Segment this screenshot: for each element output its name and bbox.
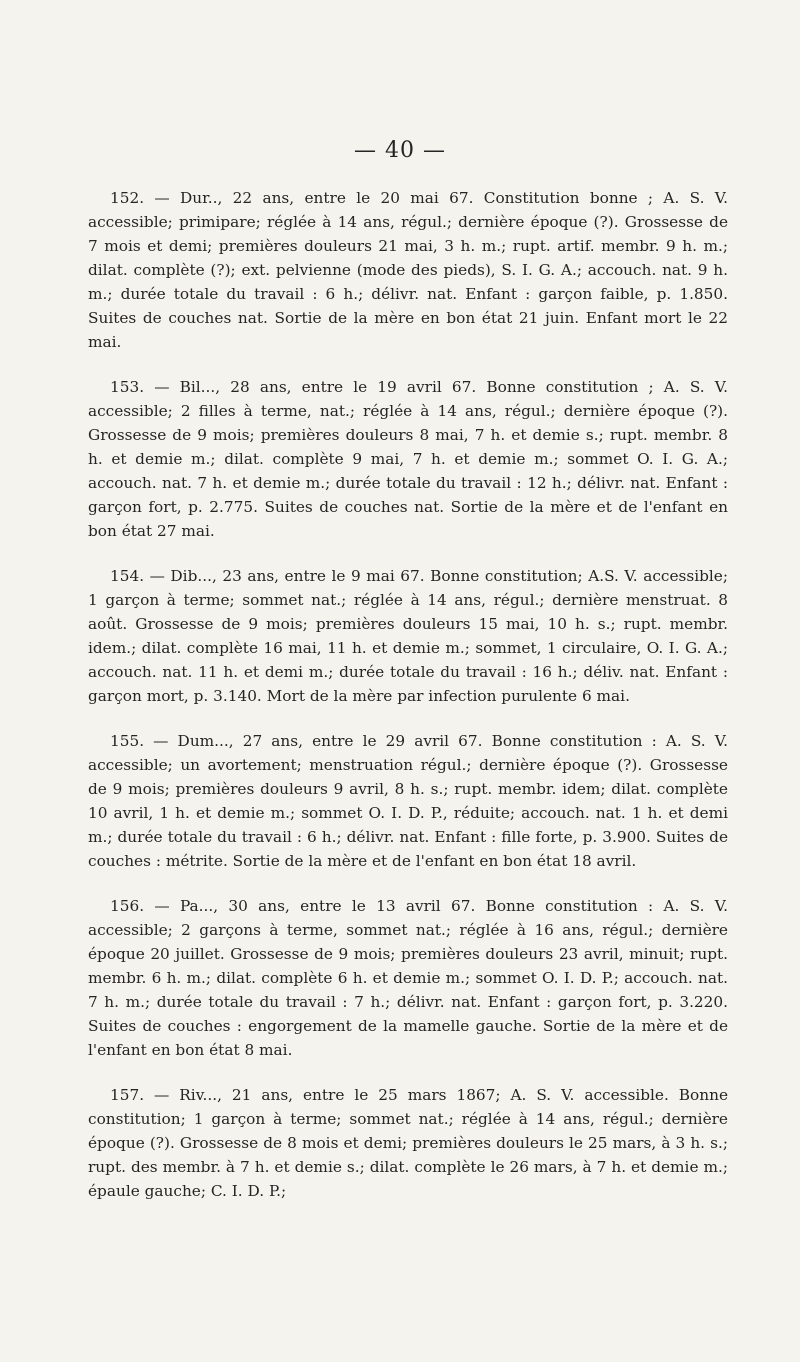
page-number: — 40 —	[354, 138, 446, 163]
case-entry-157: 157. — Riv..., 21 ans, entre le 25 mars 1867; A. S. V. accessible. Bonne constitution; 1 garçon à terme; sommet nat.; réglée à 14 ans, régul.; dernière époque (?). Grossesse de 8 mois et demi; premières douleurs le 25 mars, à 3 h. s.; rupt. des membr. à 7 h. et demie s.; dilat. complète le 26 mars, à 7 h. et demie m.; épaule gauche; C. I. D. P.;	[88, 1086, 728, 1200]
case-entry-152: 152. — Dur.., 22 ans, entre le 20 mai 67. Constitution bonne ; A. S. V. accessible; primipare; réglée à 14 ans, régul.; dernière époque (?). Grossesse de 7 mois et demi; premières douleurs 21 mai, 3 h. m.; rupt. artif. membr. 9 h. m.; dilat. complète (?); ext. pelvienne (mode des pieds), S. I. G. A.; accouch. nat. 9 h. m.; durée totale du travail : 6 h.; délivr. nat. Enfant : garçon faible, p. 1.850. Suites de couches nat. Sortie de la mère en bon état 21 juin. Enfant mort le 22 mai.	[88, 189, 728, 351]
case-entry-153: 153. — Bil..., 28 ans, entre le 19 avril 67. Bonne constitution ; A. S. V. accessible; 2 filles à terme, nat.; réglée à 14 ans, régul.; dernière époque (?). Grossesse de 9 mois; premières douleurs 8 mai, 7 h. et demie s.; rupt. membr. 8 h. et demie m.; dilat. complète 9 mai, 7 h. et demie m.; sommet O. I. G. A.; accouch. nat. 7 h. et demie m.; durée totale du travail : 12 h.; délivr. nat. Enfant : garçon fort, p. 2.775. Suites de couches nat. Sortie de la mère et de l'enfant en bon état 27 mai.	[88, 378, 728, 540]
case-entry-155: 155. — Dum..., 27 ans, entre le 29 avril 67. Bonne constitution : A. S. V. accessible; un avortement; menstruation régul.; dernière époque (?). Grossesse de 9 mois; premières douleurs 9 avril, 8 h. s.; rupt. membr. idem; dilat. complète 10 avril, 1 h. et demie m.; sommet O. I. D. P., réduite; accouch. nat. 1 h. et demi m.; durée totale du travail : 6 h.; délivr. nat. Enfant : fille forte, p. 3.900. Suites de couches : métrite. Sortie de la mère et de l'enfant en bon état 18 avril.	[88, 732, 728, 870]
case-entry-156: 156. — Pa..., 30 ans, entre le 13 avril 67. Bonne constitution : A. S. V. accessible; 2 garçons à terme, sommet nat.; réglée à 16 ans, régul.; dernière époque 20 juillet. Grossesse de 9 mois; premières douleurs 23 avril, minuit; rupt. membr. 6 h. m.; dilat. complète 6 h. et demie m.; sommet O. I. D. P.; accouch. nat. 7 h. m.; durée totale du travail : 7 h.; délivr. nat. Enfant : garçon fort, p. 3.220. Suites de couches : engorgement de la mamelle gauche. Sortie de la mère et de l'enfant en bon état 8 mai.	[88, 897, 728, 1059]
case-entry-154: 154. — Dib..., 23 ans, entre le 9 mai 67. Bonne constitution; A.S. V. accessible; 1 garçon à terme; sommet nat.; réglée à 14 ans, régul.; dernière menstruat. 8 août. Grossesse de 9 mois; premières douleurs 15 mai, 10 h. s.; rupt. membr. idem.; dilat. complète 16 mai, 11 h. et demie m.; sommet, 1 circulaire, O. I. G. A.; accouch. nat. 11 h. et demi m.; durée totale du travail : 16 h.; déliv. nat. Enfant : garçon mort, p. 3.140. Mort de la mère par infection purulente 6 mai.	[88, 567, 728, 705]
case-entries	[88, 186, 728, 1224]
